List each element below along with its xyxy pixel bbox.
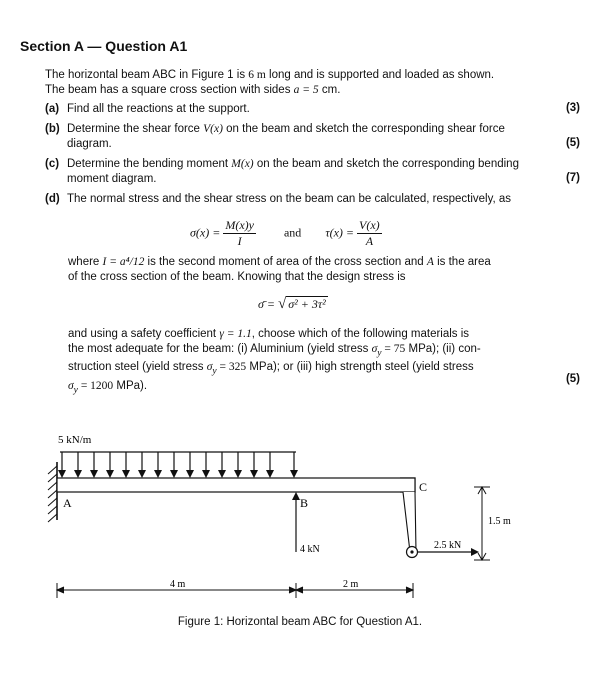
question-c-text-a: Determine the bending moment bbox=[67, 158, 232, 170]
intro-text-4: cm. bbox=[318, 83, 341, 96]
intro-text-2: long and is supported and loaded as shown. bbox=[265, 69, 495, 81]
final-text-1b: , choose which of the following materials is bbox=[251, 328, 470, 340]
question-b-text-a: Determine the shear force bbox=[67, 123, 204, 135]
intro-text-1: The horizontal beam ABC in Figure 1 is bbox=[45, 69, 249, 81]
question-c-label: (c) bbox=[45, 158, 60, 170]
label-b: B bbox=[300, 496, 309, 510]
question-b-text-b: on the beam and sketch the corresponding shear force diagram. bbox=[67, 123, 505, 150]
dim-4m: 4 m bbox=[170, 579, 186, 590]
where-text-d: of the cross section of the beam. Knowing that the design stress is bbox=[68, 270, 406, 283]
tau-denominator: A bbox=[365, 234, 374, 248]
and-word: and bbox=[283, 225, 302, 240]
safety-coefficient-eq: γ = 1.1 bbox=[219, 328, 252, 340]
section-heading: Section A — Question A1 bbox=[20, 38, 188, 54]
final-text-4b: MPa). bbox=[113, 380, 148, 393]
question-c-text-b: on the beam and sketch the corresponding bending moment diagram. bbox=[67, 158, 519, 185]
question-b-label: (b) bbox=[45, 123, 60, 135]
final-text-1a: and using a safety coefficient bbox=[68, 328, 220, 340]
distributed-load-arrows bbox=[62, 452, 294, 474]
force-b-label: 4 kN bbox=[300, 544, 320, 555]
sigma-lhs: σ(x) = bbox=[190, 225, 221, 240]
bending-moment-var: M(x) bbox=[231, 158, 254, 170]
height-label: 1.5 m bbox=[488, 516, 511, 527]
fixed-support bbox=[48, 462, 57, 522]
question-c-marks: (7) bbox=[565, 172, 580, 184]
question-d-label: (d) bbox=[45, 193, 60, 205]
sigma-numerator: M(x)y bbox=[225, 218, 254, 232]
force-c-label: 2.5 kN bbox=[434, 540, 462, 551]
final-text-2b: MPa); (ii) con- bbox=[405, 342, 481, 355]
beam-corner-c bbox=[400, 478, 415, 492]
question-d-marks: (5) bbox=[565, 373, 580, 385]
beam-length-unit: m bbox=[254, 69, 266, 81]
where-text-c: is the area bbox=[433, 256, 491, 268]
sigma-y-steel: σ bbox=[206, 361, 213, 374]
sqrt-sign: √ bbox=[278, 296, 287, 312]
sigma-y-aluminium: σ bbox=[371, 342, 378, 355]
question-b-marks: (5) bbox=[565, 137, 580, 149]
final-text-2a: the most adequate for the beam: (i) Aluminium (yield stress bbox=[68, 342, 372, 355]
dim-2m: 2 m bbox=[343, 579, 359, 590]
load-label: 5 kN/m bbox=[58, 434, 92, 446]
tau-lhs: τ(x) = bbox=[325, 225, 355, 240]
question-d-text: The normal stress and the shear stress on the beam can be calculated, respectively, as bbox=[67, 193, 512, 205]
yield-hs-steel: = 1200 bbox=[77, 380, 114, 393]
intro-text-3: The beam has a square cross section with sides bbox=[45, 83, 294, 96]
question-a-marks: (3) bbox=[565, 102, 580, 114]
sub-y-2: y bbox=[212, 365, 217, 377]
sigma-y-hs-steel: σ bbox=[68, 380, 74, 393]
area-var: A bbox=[426, 256, 434, 268]
shear-force-var: V(x) bbox=[203, 123, 223, 135]
design-stress-lhs: σ̄ = bbox=[258, 297, 276, 311]
side-length-eq: a = 5 bbox=[293, 83, 319, 96]
label-c: C bbox=[419, 480, 428, 494]
tau-numerator: V(x) bbox=[359, 218, 380, 232]
question-a-label: (a) bbox=[45, 103, 60, 115]
length-dimensions bbox=[57, 583, 413, 598]
yield-steel: = 325 bbox=[216, 361, 247, 374]
pulley-center bbox=[410, 550, 413, 553]
beam bbox=[57, 478, 415, 492]
figure-caption: Figure 1: Horizontal beam ABC for Question A1. bbox=[177, 616, 423, 628]
second-moment-eq: I = a⁴/12 bbox=[102, 256, 145, 268]
sub-y-1: y bbox=[377, 346, 382, 358]
radicand: σ² + 3τ² bbox=[288, 297, 326, 311]
final-text-3b: MPa); or (iii) high strength steel (yield stress bbox=[246, 361, 474, 374]
question-a-text: Find all the reactions at the support. bbox=[67, 103, 250, 115]
sigma-denominator: I bbox=[237, 234, 242, 248]
vertical-arm bbox=[403, 492, 416, 552]
label-a: A bbox=[63, 496, 72, 510]
final-text-3a: struction steel (yield stress bbox=[68, 361, 207, 374]
where-text-b: is the second moment of area of the cross section and bbox=[144, 256, 427, 268]
yield-aluminium: = 75 bbox=[381, 342, 406, 355]
where-text-a: where bbox=[68, 256, 103, 268]
beam-length: 6 bbox=[248, 69, 255, 81]
sub-y-3: y bbox=[73, 384, 78, 396]
